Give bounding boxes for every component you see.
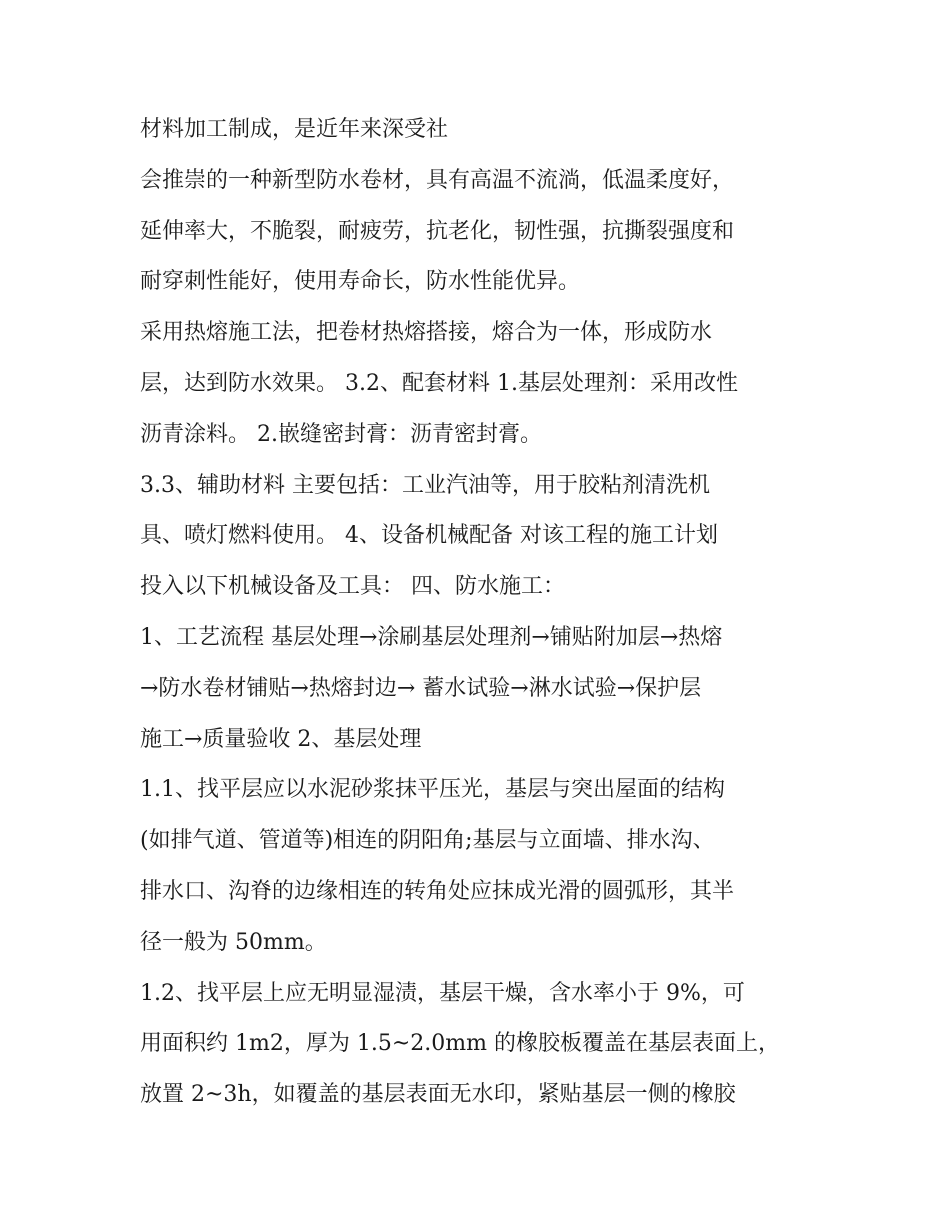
text-line: (如排气道、管道等)相连的阴阳角;基层与立面墙、排水沟、 — [140, 828, 715, 854]
text-line: 1、工艺流程 基层处理→涂刷基层处理剂→铺贴附加层→热熔 — [140, 624, 723, 650]
text-line: 耐穿刺性能好，使用寿命长，防水性能优异。 — [140, 269, 581, 295]
text-line: 投入以下机械设备及工具： 四、防水施工： — [140, 574, 565, 600]
text-line: 1.1、找平层应以水泥砂浆抹平压光，基层与突出屋面的结构 — [140, 777, 725, 803]
body-text — [140, 110, 830, 1126]
text-line: 放置 2~3h，如覆盖的基层表面无水印，紧贴基层一侧的橡胶 — [140, 1082, 736, 1108]
text-line: 延伸率大，不脆裂，耐疲劳，抗老化，韧性强，抗撕裂强度和 — [140, 218, 735, 244]
text-line: 排水口、沟脊的边缘相连的转角处应抹成光滑的圆弧形，其半 — [140, 878, 735, 904]
text-line: 用面积约 1m2，厚为 1.5~2.0mm 的橡胶板覆盖在基层表面上， — [140, 1031, 780, 1057]
text-line: 具、喷灯燃料使用。 4、设备机械配备 对该工程的施工计划 — [140, 523, 718, 549]
text-line: →防水卷材铺贴→热熔封边→ 蓄水试验→淋水试验→保护层 — [140, 675, 702, 701]
text-line: 施工→质量验收 2、基层处理 — [140, 726, 422, 752]
text-line: 层，达到防水效果。 3.2、配套材料 1.基层处理剂：采用改性 — [140, 370, 738, 396]
text-line: 3.3、辅助材料 主要包括：工业汽油等，用于胶粘剂清洗机 — [140, 472, 710, 498]
text-line: 采用热熔施工法，把卷材热熔搭接，熔合为一体，形成防水 — [140, 320, 713, 346]
text-line: 1.2、找平层上应无明显湿渍，基层干燥，含水率小于 9%，可 — [140, 980, 745, 1006]
text-line: 沥青涂料。 2.嵌缝密封膏：沥青密封膏。 — [140, 421, 542, 447]
text-line: 会推崇的一种新型防水卷材，具有高温不流淌，低温柔度好， — [140, 167, 735, 193]
text-line: 径一般为 50mm。 — [140, 929, 327, 955]
text-line: 材料加工制成，是近年来深受社 — [140, 117, 449, 142]
